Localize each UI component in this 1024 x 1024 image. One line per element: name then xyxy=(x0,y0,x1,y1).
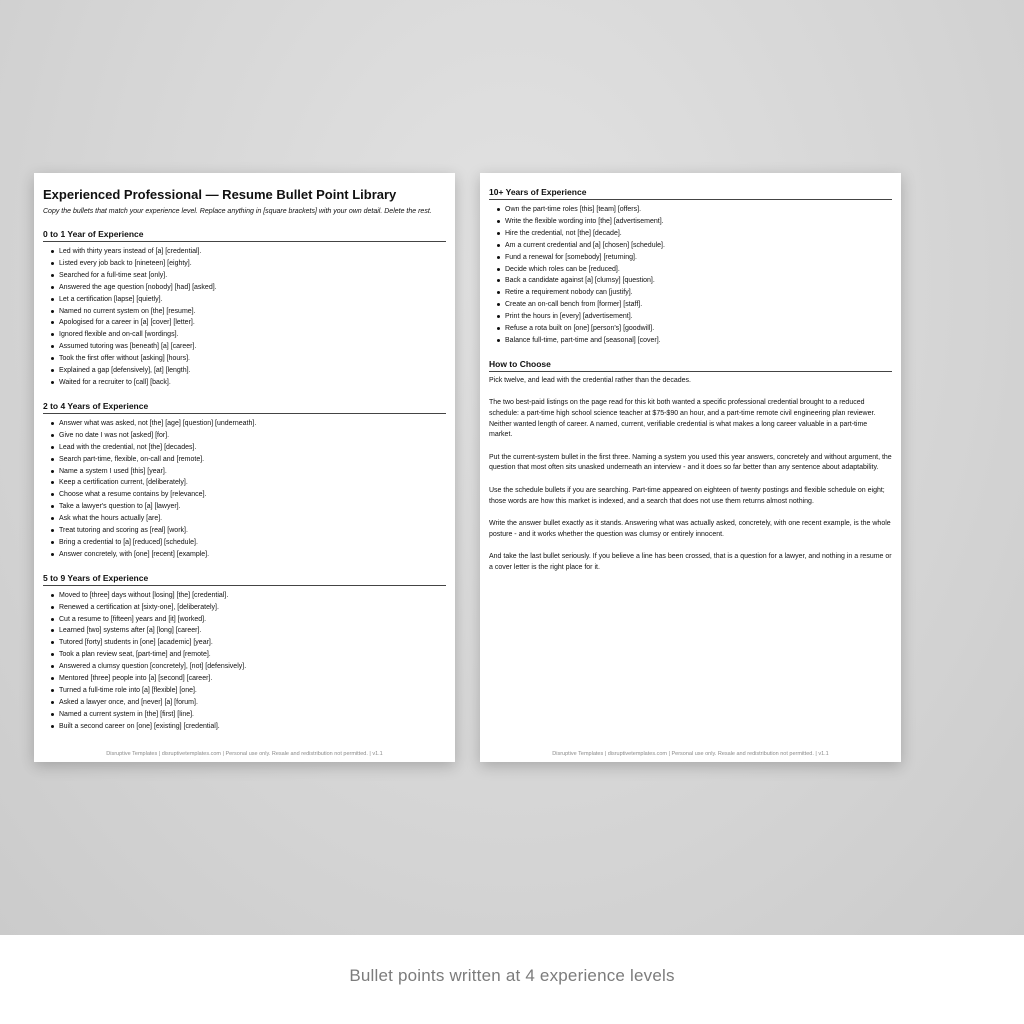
bullet-item: Built a second career on [one] [existing] [credential]. xyxy=(51,721,446,733)
bullet-item: Took a plan review seat, [part-time] and [remote]. xyxy=(51,649,446,661)
bullet-item: Assumed tutoring was [beneath] [a] [career]. xyxy=(51,341,446,353)
bullet-item: Ask what the hours actually [are]. xyxy=(51,513,446,525)
document-page-2 xyxy=(480,173,901,762)
bullet-item: Hire the credential, not [the] [decade]. xyxy=(497,228,892,240)
bullet-item: Tutored [forty] students in [one] [academic] [year]. xyxy=(51,637,446,649)
body-paragraph: Use the schedule bullets if you are searching. Part-time appeared on eighteen of twenty postings and flexible schedule on eight; those words are how this market is indexed, and a search that does not use them returns almost nothing. xyxy=(489,487,885,505)
bullet-item: Moved to [three] days without [losing] [the] [credential]. xyxy=(51,590,446,602)
bullet-item: Keep a certification current, [deliberately]. xyxy=(51,477,446,489)
bullet-item: Answer concretely, with [one] [recent] [example]. xyxy=(51,549,446,561)
bullet-item: Named a current system in [the] [first] [line]. xyxy=(51,709,446,721)
body-paragraph: Put the current-system bullet in the first three. Naming a system you used this year answers, concretely and without argument, the question that most often sits unasked underneath an interview - and it does so far better than any sentence about adaptability. xyxy=(489,453,892,472)
body-paragraph: Pick twelve, and lead with the credential rather than the decades. xyxy=(489,376,691,384)
bullet-item: Own the part-time roles [this] [team] [offers]. xyxy=(497,204,892,216)
bullet-item: Searched for a full-time seat [only]. xyxy=(51,270,446,282)
bullet-list xyxy=(43,590,446,733)
bullet-item: Led with thirty years instead of [a] [credential]. xyxy=(51,246,446,258)
bullet-item: Print the hours in [every] [advertisement]. xyxy=(497,311,892,323)
bullet-item: Write the flexible wording into [the] [advertisement]. xyxy=(497,216,892,228)
bullet-item: Answered the age question [nobody] [had] [asked]. xyxy=(51,282,446,294)
bullet-item: Fund a renewal for [somebody] [returning]. xyxy=(497,252,892,264)
bullet-list xyxy=(489,204,892,347)
bullet-item: Treat tutoring and scoring as [real] [work]. xyxy=(51,525,446,537)
bullet-list xyxy=(43,418,446,561)
bullet-item: Name a system I used [this] [year]. xyxy=(51,466,446,478)
section-heading: How to Choose xyxy=(489,359,892,372)
bullet-item: Renewed a certification at [sixty-one], [deliberately]. xyxy=(51,602,446,614)
page-footer: Disruptive Templates | disruptivetemplates.com | Personal use only. Resale and redistribution not permitted. | v1.1 xyxy=(552,751,829,757)
bullet-item: Ignored flexible and on-call [wordings]. xyxy=(51,329,446,341)
bullet-item: Named no current system on [the] [resume]. xyxy=(51,306,446,318)
page-intro: Copy the bullets that match your experience level. Replace anything in [square brackets] with your own detail. Delete the rest. xyxy=(43,208,432,215)
section-heading: 5 to 9 Years of Experience xyxy=(43,573,446,586)
section-heading: 2 to 4 Years of Experience xyxy=(43,401,446,414)
document-page-1 xyxy=(34,173,455,762)
bullet-item: Let a certification [lapse] [quietly]. xyxy=(51,294,446,306)
bullet-item: Took the first offer without [asking] [hours]. xyxy=(51,353,446,365)
bullet-item: Cut a resume to [fifteen] years and [it] [worked]. xyxy=(51,614,446,626)
bullet-item: Retire a requirement nobody can [justify]. xyxy=(497,287,892,299)
body-paragraph: The two best-paid listings on the page read for this kit both wanted a specific professional credential brought to a reduced schedule: a part-time high school science teacher at $75-$90 an hour, and a part-time remote civil engineering plan reviewer. Neither wanted length of career. A named, current, verifiable credential is what makes a long career valuable in a part-time market. xyxy=(489,399,876,439)
body-paragraph: Write the answer bullet exactly as it stands. Answering what was actually asked, concretely, with one recent example, is the whole posture - and it works whether the question was clumsy or entirely innocent. xyxy=(489,520,891,538)
bullet-item: Take a lawyer's question to [a] [lawyer]. xyxy=(51,501,446,513)
bullet-item: Balance full-time, part-time and [seasonal] [cover]. xyxy=(497,335,892,347)
bullet-item: Refuse a rota built on [one] [person's] [goodwill]. xyxy=(497,323,892,335)
bullet-item: Apologised for a career in [a] [cover] [letter]. xyxy=(51,317,446,329)
bullet-item: Create an on-call bench from [former] [staff]. xyxy=(497,299,892,311)
bullet-item: Mentored [three] people into [a] [second] [career]. xyxy=(51,673,446,685)
bullet-item: Back a candidate against [a] [clumsy] [question]. xyxy=(497,275,892,287)
bullet-item: Explained a gap [defensively], [at] [length]. xyxy=(51,365,446,377)
bullet-item: Give no date I was not [asked] [for]. xyxy=(51,430,446,442)
how-to-choose-body xyxy=(489,376,892,574)
bullet-item: Turned a full-time role into [a] [flexible] [one]. xyxy=(51,685,446,697)
bullet-item: Answer what was asked, not [the] [age] [question] [underneath]. xyxy=(51,418,446,430)
bullet-list xyxy=(43,246,446,389)
bullet-item: Waited for a recruiter to [call] [back]. xyxy=(51,377,446,389)
bullet-item: Lead with the credential, not [the] [decades]. xyxy=(51,442,446,454)
body-paragraph: And take the last bullet seriously. If you believe a line has been crossed, that is a question for a lawyer, and nothing in a resume or a cover letter is the right place for it. xyxy=(489,553,892,571)
bullet-item: Learned [two] systems after [a] [long] [career]. xyxy=(51,625,446,637)
bullet-item: Asked a lawyer once, and [never] [a] [forum]. xyxy=(51,697,446,709)
section-heading: 0 to 1 Year of Experience xyxy=(43,229,446,242)
page-title: Experienced Professional — Resume Bullet Point Library xyxy=(43,187,397,202)
bullet-item: Search part-time, flexible, on-call and [remote]. xyxy=(51,454,446,466)
bullet-item: Am a current credential and [a] [chosen] [schedule]. xyxy=(497,240,892,252)
image-caption: Bullet points written at 4 experience levels xyxy=(349,966,675,985)
bullet-item: Decide which roles can be [reduced]. xyxy=(497,264,892,276)
bullet-item: Choose what a resume contains by [relevance]. xyxy=(51,489,446,501)
bullet-item: Bring a credential to [a] [reduced] [schedule]. xyxy=(51,537,446,549)
bullet-item: Answered a clumsy question [concretely], [not] [defensively]. xyxy=(51,661,446,673)
page-footer: Disruptive Templates | disruptivetemplates.com | Personal use only. Resale and redistribution not permitted. | v1.1 xyxy=(106,751,383,757)
section-heading: 10+ Years of Experience xyxy=(489,187,892,200)
bullet-item: Listed every job back to [nineteen] [eighty]. xyxy=(51,258,446,270)
